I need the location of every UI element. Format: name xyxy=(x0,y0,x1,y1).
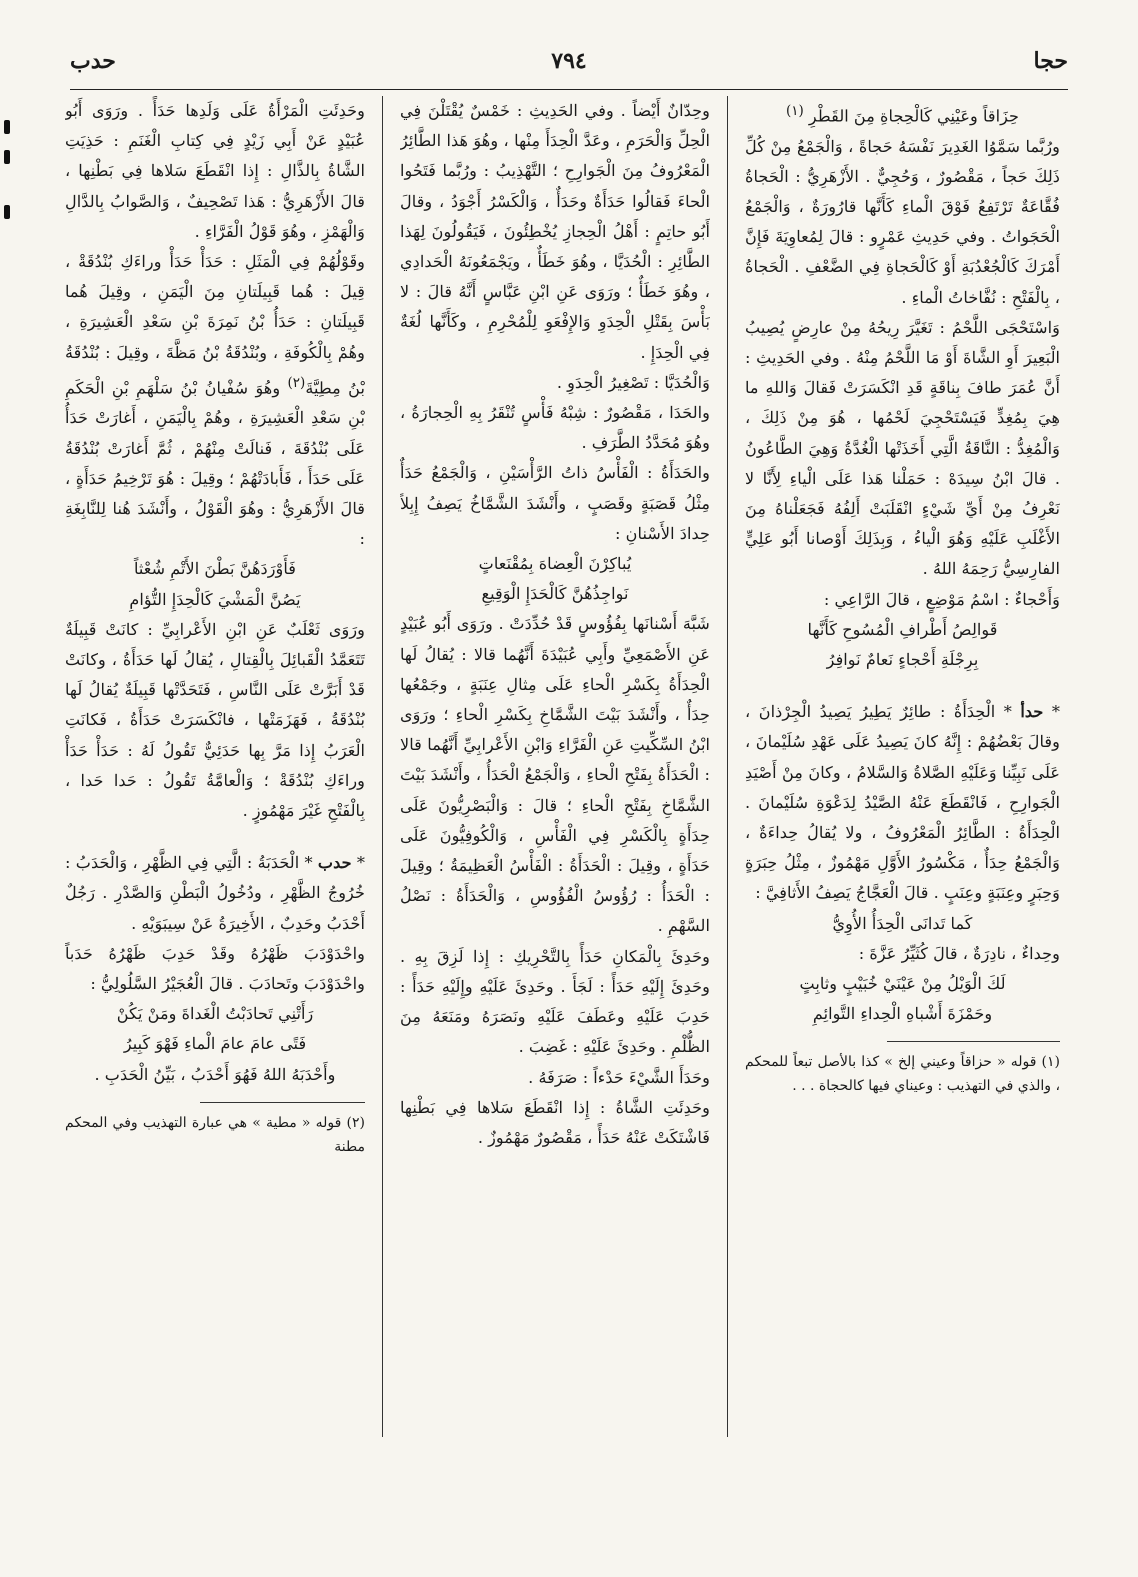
footnote: (١) قوله « حزاقاً وعيني إلخ » كذا بالأصل تبعاً للمحكم ، والذي في التهذيب : وعيناي فيها كالحجاة . . . xyxy=(745,1054,1060,1095)
paragraph: وحِداءٌ ، نادِرَةٌ ، قالَ كُثَيِّرُ عَزَّةَ : xyxy=(858,943,1060,963)
verse-line: فَتًى عامَ عامَ الْماءِ فَهْوَ كَبِيرُ xyxy=(123,1034,307,1054)
paragraph: وَأَحْجاءٌ : اسْمُ مَوْضِعٍ ، قالَ الرَّاعِي : xyxy=(823,589,1060,609)
column-right xyxy=(745,96,1060,1467)
verse-line: حِزَاقاً وعَيْنِي كَالْحِجاةِ مِنَ القَطْرِ $^{(١)}$ xyxy=(785,103,1020,126)
paragraph: شَبَّهَ أَسْنانَها بِفُؤُوسٍ قَدْ حُدِّدَتْ . ورَوَى أَبُو عُبَيْدٍ عَنِ الأَصْمَعِيِّ وأَبِي عُبَيْدَةَ أَنَّهُما قالا : يُقالُ لَها الْحِدَأَةُ بِكَسْرِ الْحاءِ عَلَى مِثالِ عِنَبَةٍ ، وجَمْعُها حِدَأٌ ، وأَنْشَدَ بَيْتَ الشَّمَّاخِ بِكَسْرِ الْحاءِ ؛ ورَوَى ابْنُ السِّكِّيتِ عَنِ الْفَرَّاءِ وَابْنِ الأَعْرابِيِّ أَنَّهُما قالا : الْحَدَأَةُ بِفَتْحِ الْحاءِ ، وَالْجَمْعُ الْحَدَأُ ، وأَنْشَدَ بَيْتَ الشَّمَّاخِ بِفَتْحِ الْحاءِ ؛ قالَ : وَالْبَصْرِيُّونَ عَلَى حِدَأَةٍ بِالْكَسْرِ فِي الْفَأْسِ ، وَالْكُوفِيُّونَ عَلَى حَدَأَةٍ ، وقِيلَ : الْحَدَأَةُ : الْفَأْسُ الْعَظِيمَةُ ؛ وقِيلَ : الْحَدَأُ : رُؤُوسُ الْفُؤُوسِ ، وَالْحَدَأَةُ : نَصْلُ السَّهْمِ . xyxy=(400,614,710,936)
header-left-word: حدب xyxy=(70,48,116,74)
page-number: ٧٩٤ xyxy=(551,48,587,74)
paragraph: وحَدِئَتِ الشَّاةُ : إِذا انْقَطَعَ سَلاها فِي بَطْنِها فَاشْتَكَتْ عَنْهُ حَدَأً ، مَقْصُورٌ مَهْمُوزٌ . xyxy=(400,1097,710,1147)
paragraph: ورَوَى ثَعْلَبٌ عَنِ ابْنِ الأَعْرابِيِّ : كانَتْ قَبِيلَةٌ تَتَعَمَّدُ الْقَبائِلَ بِالْقِتالِ ، يُقالُ لَها حَدَأَةُ ، وكانَتْ قَدْ أَبَرَّتْ عَلَى النَّاسِ ، فَتَحَدَّتْها قَبِيلَةٌ يُقالُ لَها بُنْدُقَةُ ، فَهَزَمَتْها ، فانْكَسَرَتْ حَدَأَةُ ، فَكانَتِ الْعَرَبُ إِذا مَرَّ بِها حَدَئِيٌّ تَقُولُ لَهُ : حَدَأْ حَدَأْ وراءَكِ بُنْدُقَةْ ؛ وَالْعامَّةُ تَقُولُ : حَدا حَدا ، بِالْفَتْحِ غَيْرَ مَهْمُوزٍ . xyxy=(65,619,365,821)
paragraph: وحَدَأَ الشَّيْءَ حَدْءاً : صَرَفَهُ . xyxy=(528,1067,710,1087)
entry: * حدب * الْحَدَبَةُ : الَّتِي فِي الظَّهْرِ ، وَالْحَدَبُ : خُرُوجُ الظَّهْرِ ، ودُخُولُ الْبَطْنِ وَالصَّدْرِ . رَجُلٌ أَحْدَبُ وحَدِبٌ ، الأَخِيرَةُ عَنْ سِيبَوَيْهِ . xyxy=(65,853,365,933)
verse-line: يَصُنَّ الْمَشْيَ كَالْحِدَإِ التُّؤامِ xyxy=(129,589,301,609)
paragraph: واحْدَوْدَبَ ظَهْرُهُ وقَدْ حَدِبَ ظَهْرُهُ حَدَباً واحْدَوْدَبَ وتَحادَبَ . قالَ الْعُجَيْرُ السَّلُولِيُّ : xyxy=(65,943,365,994)
footnote: (٢) قوله « مطية » هي عبارة التهذيب وفي المحكم مطنة xyxy=(65,1114,365,1155)
page-header xyxy=(70,48,1068,88)
verse-line: رَأَتْنِي تَحادَبْتُ الْغَداةَ ومَنْ يَكُنْ xyxy=(116,1004,314,1024)
paragraph: وحَدِئَتِ الْمَرْأَةُ عَلَى وَلَدِها حَدَأً . ورَوَى أَبُو عُبَيْدٍ عَنْ أَبِي زَيْدٍ فِي كِتابِ الْغَنَمِ : حَذِيَتِ الشَّاةُ بِالذَّالِ : إِذا انْقَطَعَ سَلاها فِي بَطْنِها ، قالَ الأَزْهَرِيُّ : هَذا تَصْحِيفٌ ، وَالصَّوابُ بِالدَّالِ وَالْهَمْزِ ، وهُوَ قَوْلُ الْفَرَّاءِ . xyxy=(65,101,365,241)
paragraph: وحَدِئَ بِالْمَكانِ حَدَأً بِالتَّحْرِيكِ : إِذا لَزِقَ بِهِ . وحَدِئَ إِلَيْهِ حَدَأً : لَجَأَ . وحَدِئَ عَلَيْهِ وإِلَيْهِ حَدَأً : حَدِبَ عَلَيْهِ وعَطَفَ عَلَيْهِ ونَصَرَهُ ومَنَعَهُ مِنَ الظُّلْمِ . وحَدِئَ عَلَيْهِ : غَضِبَ . xyxy=(400,946,710,1057)
footnote-rule xyxy=(200,1102,365,1103)
verse-line: نَواجِذُهُنَّ كَالْحَدَإِ الْوَقِيعِ xyxy=(481,584,629,604)
header-right-word: حجا xyxy=(1033,48,1068,74)
paragraph: ورُبَّما سَمَّوُا الغَدِيرَ نَفْسَهُ حَجاةً ، وَالْجَمْعُ مِنْ كُلِّ ذَلِكَ حَجاً ، مَقْصُورٌ ، وَحُجِيٌّ . الأَزْهَرِيُّ : الْحَجاةُ فُقَّاعَةٌ تَرْتَفِعُ فَوْقَ الْماءِ كَأَنَّها قارُورَةٌ ، وَالْجَمْعُ الْحَجَواتُ . وفي حَدِيثِ عَمْرٍو : قالَ لِمُعاوِيَةَ فَإِنَّ أَمْرَكَ كَالْجُعْدُبَةِ أَوْ كَالْحَجاةِ فِي الضَّعْفِ . الْحَجاةُ ، بِالْفَتْحِ : نُفَّاخاتُ الْماءِ . xyxy=(745,136,1060,307)
paragraph: وَاسْتَحْجَى اللَّحْمُ : تَغَيَّرَ رِيحُهُ مِنْ عارِضٍ يُصِيبُ الْبَعِيرَ أَوِ الشَّاةَ أَوْ مَا اللَّحْمُ مِنْهُ . وفي الحَدِيثِ : أَنَّ عُمَرَ طافَ بِناقَةٍ قَدِ انْكَسَرَتْ فَقالَ وَاللهِ ما هِيَ بِمُغِدٍّ فَيَسْتَحْجِيَ لَحْمُها ، هُوَ مِنْ ذَلِكَ ، وَالْمُغِدُّ : النَّاقَةُ الَّتِي أَخَذَتْها الْغُدَّةُ وَهِيَ الطَّاعُونُ . قالَ ابْنُ سِيدَهْ : حَمَلْنا هَذا عَلَى الْياءِ لِأَنَّا لا نَعْرِفُ مِنْ أَيِّ شَيْءٍ انْقَلَبَتْ أَلِفُهُ فَجَعَلْناهُ مِنَ الأَغْلَبِ عَلَيْهِ وَهُوَ الْياءُ ، وَبِذَلِكَ أَوْصانا أَبُو عَلِيٍّ الفارِسِيُّ رَحِمَهُ اللهُ . xyxy=(745,317,1060,579)
header-rule xyxy=(70,89,1068,90)
verse-line: فَأَوْرَدَهُنَّ بَطْنَ الأَتْمِ شُعْثاً xyxy=(133,559,297,579)
paragraph: وَالْحُدَيَّا : تَصْغِيرُ الْحِدَوِ . xyxy=(556,372,710,392)
verse-line: وأَحْدَبَهُ اللهُ فَهُوَ أَحْدَبُ ، بَيِّنُ الْحَدَبِ . xyxy=(94,1064,336,1084)
paragraph: وحِدّانٌ أَيْضاً . وفي الحَدِيثِ : خَمْسٌ يُقْتَلْنَ فِي الْحِلِّ وَالْحَرَمِ ، وعَدَّ الْحِدَأَ مِنْها ، وهُوَ هَذا الطَّائِرُ الْمَعْرُوفُ مِنَ الْجَوارِحِ ؛ التَّهْذِيبُ : ورُبَّما فَتَحُوا الْحاءَ فَقالُوا حَدَأَةٌ وحَدَأٌ ، وَالْكَسْرُ أَجْوَدُ ، وقالَ أَبُو حاتِمٍ : أَهْلُ الْحِجازِ يُخْطِئُونَ ، فَيَقُولُونَ لِهَذا الطَّائِرِ : الْحُدَيَّا ، وهُوَ خَطَأٌ ، ويَجْمَعُونَهُ الْحَدادِي ، وهُوَ خَطَأٌ ؛ ورَوَى عَنِ ابْنِ عَبَّاسٍ أَنَّهُ قالَ : لا بَأْسَ بِقَتْلِ الْحِدَوِ وَالإِفْعَوِ لِلْمُحْرِمِ ، وكَأَنَّها لُغَةٌ فِي الْحِدَإِ . xyxy=(400,101,710,362)
entry: * حدأ * الْحِدَأَةُ : طائِرٌ يَطِيرُ يَصِيدُ الْجِرْذانَ ، وقالَ بَعْضُهُمْ : إِنَّهُ كانَ يَصِيدُ عَلَى عَهْدِ سُلَيْمانَ ، عَلَى نَبِيِّنا وَعَلَيْهِ الصَّلاةُ وَالسَّلامُ ، وكانَ مِنْ أَصْيَدِ الْجَوارِحِ ، فَانْقَطَعَ عَنْهُ الصَّيْدُ لِدَعْوَةِ سُلَيْمانَ . الْحِدَأَةُ : الطَّائِرُ الْمَعْرُوفُ ، ولا يُقالُ حِداءَةٌ ، وَالْجَمْعُ حِدَأٌ ، مَكْسُورُ الأَوَّلِ مَهْمُوزٌ ، مِثْلُ حِبَرَةٍ وَحِبَرٍ وعِنَبَةٍ وعِنَبٍ . قالَ الْعَجَّاجُ يَصِفُ الأَثافِيَّ : xyxy=(745,702,1060,903)
column-middle xyxy=(400,96,710,1467)
headword: حدأ xyxy=(1020,702,1044,722)
scan-mark xyxy=(4,205,10,219)
scan-mark xyxy=(4,150,10,164)
verse-line: وحَمْزَةَ أَشْباهِ الْحِداءِ التَّوائِمِ xyxy=(812,1004,993,1024)
paragraph: والحَدَأَةُ : الْفَأْسُ ذاتُ الرَّأْسَيْنِ ، وَالْجَمْعُ حَدَأٌ مِثْلُ قَصَبَةٍ وقَصَبٍ ، وأَنْشَدَ الشَّمَّاخُ يَصِفُ إِبِلاً حِدادَ الأَسْنانِ : xyxy=(400,463,710,543)
verse-line: لَكَ الْوَيْلُ مِنْ عَيْنَيْ خُبَيْبٍ وثابِتٍ xyxy=(799,974,1006,994)
verse-line: يُباكِرْنَ الْعِضاهَ بِمُقْنَعاتٍ xyxy=(478,554,632,574)
paragraph: وقَوْلُهُمْ فِي الْمَثَلِ : حَدَأْ حَدَأْ وراءَكِ بُنْدُقَةْ ، قِيلَ : هُما قَبِيلَتانِ مِنَ الْيَمَنِ ، وقِيلَ هُما قَبِيلَتانِ : حَدَأُ بْنُ نَمِرَةَ بْنِ سَعْدِ الْعَشِيرَةِ ، وهُمْ بِالْكُوفَةِ ، وبُنْدُقَةُ بْنُ مَظَّةَ ، وقِيلَ : بُنْدُقَةُ بْنُ مِطِيَّةَ$^{(٢)}$ وهُوَ سُفْيانُ بْنُ سَلْهَمِ بْنِ الْحَكَمِ بْنِ سَعْدِ الْعَشِيرَةِ ، وهُمْ بِالْيَمَنِ ، أَغارَتْ حَدَأُ عَلَى بُنْدُقَةَ ، فَنالَتْ مِنْهُمْ ، ثُمَّ أَغارَتْ بُنْدُقَةُ عَلَى حَدَأَ ، فَأَبادَتْهُمْ ؛ وقِيلَ : هُوَ تَرْخِيمُ حَدَأَةٍ ، قالَ الأَزْهَرِيُّ : وهُوَ الْقَوْلُ ، وأَنْشَدَ هُنا لِلنَّابِغَةِ : xyxy=(65,252,365,549)
column-separator xyxy=(727,96,728,1437)
verse-line: بِرِجْلَةِ أَحْجاءٍ نَعامٌ نَوافِرُ xyxy=(826,650,979,670)
scan-mark xyxy=(4,120,10,134)
column-separator xyxy=(382,96,383,1437)
verse-line: قَوالِصُ أَطْرافِ الْمُسُوحِ كَأَنَّها xyxy=(807,619,998,639)
headword: حدب xyxy=(317,853,352,873)
footnote-rule xyxy=(887,1041,1060,1042)
verse-line: كَما تَدانَى الْحِدَأُ الأُوِيُّ xyxy=(832,913,973,933)
column-left xyxy=(65,96,365,1467)
paragraph: والحَدَا ، مَقْصُورٌ : شِبْهُ فَأْسٍ تُنْقَرُ بِهِ الْحِجارَةُ ، وهُوَ مُحَدَّدُ الطَّرَفِ . xyxy=(400,403,710,453)
